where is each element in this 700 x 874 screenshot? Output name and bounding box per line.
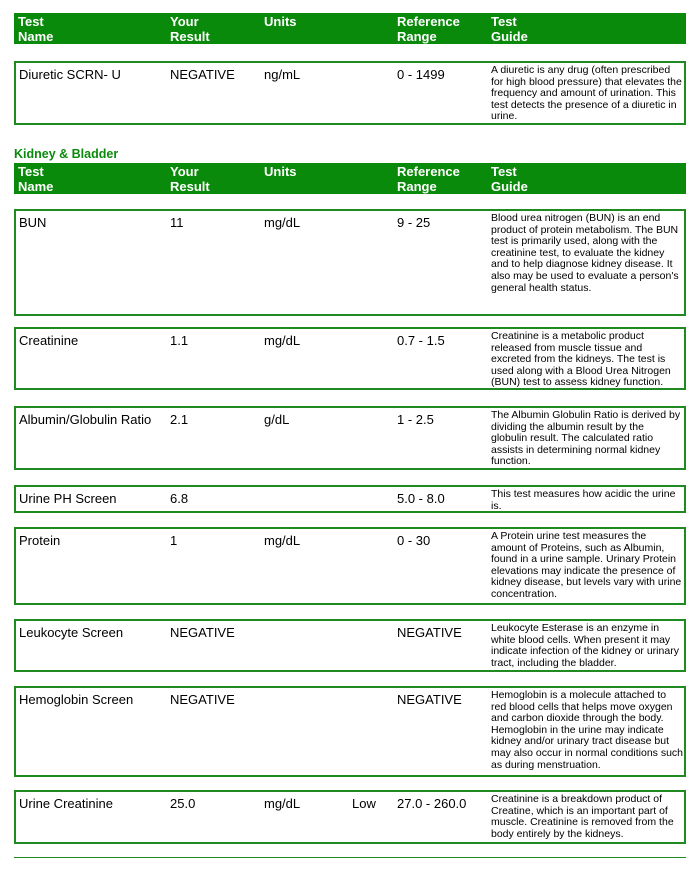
result-flag: Low bbox=[352, 796, 376, 811]
table-row bbox=[14, 209, 686, 316]
reference-range: 0 - 30 bbox=[397, 533, 431, 548]
test-name: Urine PH Screen bbox=[19, 491, 117, 506]
header-reference-range: Reference Range bbox=[397, 14, 460, 44]
test-name: Albumin/Globulin Ratio bbox=[19, 412, 152, 427]
header-units: Units bbox=[264, 164, 297, 179]
test-name: Creatinine bbox=[19, 333, 79, 348]
test-name: Leukocyte Screen bbox=[19, 625, 124, 640]
test-name: Hemoglobin Screen bbox=[19, 692, 134, 707]
bottom-divider bbox=[14, 857, 686, 858]
table-header bbox=[14, 163, 686, 194]
table-row bbox=[14, 327, 686, 390]
reference-range: 0 - 1499 bbox=[397, 67, 445, 82]
section-title: Kidney & Bladder bbox=[14, 147, 119, 161]
reference-range: NEGATIVE bbox=[397, 625, 462, 640]
result-value: 11 bbox=[170, 215, 184, 230]
test-guide: A Protein urine test measures the amount of Proteins, such as Albumin, found in a urine sample. Urinary Protein elevations may indicate the presence of kidney disease, but levels vary with urine concentration. bbox=[491, 530, 682, 600]
units: mg/dL bbox=[264, 333, 301, 348]
test-guide: Leukocyte Esterase is an enzyme in white blood cells. When present it may indicate infection of the kidney or urinary tract, including the bladder. bbox=[491, 622, 679, 669]
header-test-name: Test Name bbox=[18, 164, 54, 194]
test-guide: Creatinine is a breakdown product of Creatine, which is an important part of muscle. Creatinine is removed from the body entirely by the kidneys. bbox=[491, 793, 674, 840]
test-name: Diuretic SCRN- U bbox=[19, 67, 121, 82]
result-value: 25.0 bbox=[170, 796, 196, 811]
reference-range: 1 - 2.5 bbox=[397, 412, 434, 427]
test-name: Protein bbox=[19, 533, 61, 548]
table-row bbox=[14, 61, 686, 125]
units: mg/dL bbox=[264, 533, 301, 548]
test-guide: This test measures how acidic the urine is. bbox=[491, 488, 676, 512]
test-guide: Creatinine is a metabolic product released from muscle tissue and excreted from the kidneys. The test is used along with a Blood Urea Nitrogen (BUN) test to assess kidney function. bbox=[491, 330, 671, 389]
header-units: Units bbox=[264, 14, 297, 29]
table-row bbox=[14, 790, 686, 844]
header-your-result: Your Result bbox=[170, 164, 210, 194]
table-row bbox=[14, 527, 686, 605]
test-name: BUN bbox=[19, 215, 47, 230]
table-row bbox=[14, 619, 686, 672]
header-test-guide: Test Guide bbox=[491, 164, 528, 194]
reference-range: 5.0 - 8.0 bbox=[397, 491, 445, 506]
result-value: 1 bbox=[170, 533, 178, 548]
result-value: 2.1 bbox=[170, 412, 189, 427]
result-value: 6.8 bbox=[170, 491, 189, 506]
reference-range: 9 - 25 bbox=[397, 215, 431, 230]
result-value: NEGATIVE bbox=[170, 692, 235, 707]
test-guide: The Albumin Globulin Ratio is derived by dividing the albumin result by the globulin result. The calculated ratio assists in determining normal kidney function. bbox=[491, 409, 681, 468]
units: mg/dL bbox=[264, 215, 301, 230]
units: mg/dL bbox=[264, 796, 301, 811]
reference-range: NEGATIVE bbox=[397, 692, 462, 707]
test-guide: A diuretic is any drug (often prescribed for high blood pressure) that elevates the frequency and amount of urination. This test detects the presence of a diuretic in urine. bbox=[491, 64, 682, 123]
units: ng/mL bbox=[264, 67, 301, 82]
result-value: NEGATIVE bbox=[170, 625, 235, 640]
header-test-guide: Test Guide bbox=[491, 14, 528, 44]
result-value: NEGATIVE bbox=[170, 67, 235, 82]
test-guide: Blood urea nitrogen (BUN) is an end product of protein metabolism. The BUN test is primarily used, along with the creatinine test, to evaluate the kidney and to help diagnose kidney disease. It also may be used to evaluate a person's general health status. bbox=[491, 212, 679, 294]
header-test-name: Test Name bbox=[18, 14, 54, 44]
result-value: 1.1 bbox=[170, 333, 189, 348]
test-name: Urine Creatinine bbox=[19, 796, 113, 811]
table-row bbox=[14, 406, 686, 470]
header-reference-range: Reference Range bbox=[397, 164, 460, 194]
reference-range: 27.0 - 260.0 bbox=[397, 796, 467, 811]
table-row bbox=[14, 485, 686, 513]
table-header bbox=[14, 13, 686, 44]
table-row bbox=[14, 686, 686, 777]
units: g/dL bbox=[264, 412, 290, 427]
header-your-result: Your Result bbox=[170, 14, 210, 44]
test-guide: Hemoglobin is a molecule attached to red blood cells that helps move oxygen and carbon dioxide through the body. Hemoglobin in the urine may indicate kidney and/or urinary tract disease but may also occur in normal conditions such as during menstruation. bbox=[491, 689, 684, 771]
reference-range: 0.7 - 1.5 bbox=[397, 333, 445, 348]
